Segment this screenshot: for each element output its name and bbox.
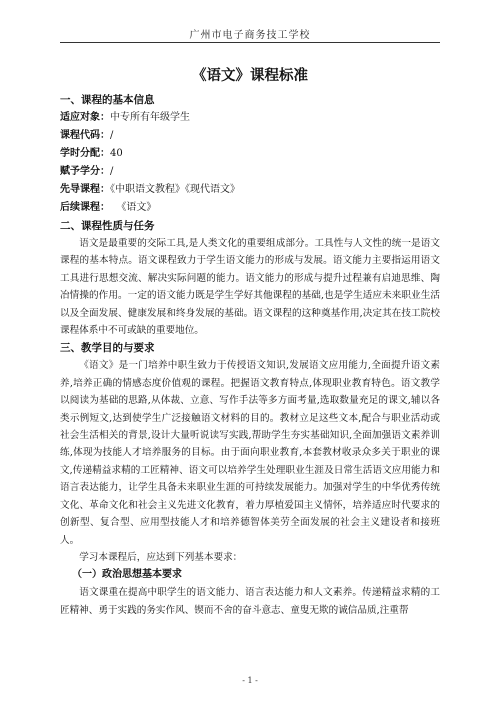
field-label: 先导课程： bbox=[60, 184, 110, 195]
section-heading-basic-info: 一、课程的基本信息 bbox=[60, 94, 155, 106]
paragraph-requirements-intro: 学习本课程后，应达到下列基本要求： bbox=[79, 551, 243, 563]
document-body bbox=[60, 60, 440, 619]
field-label: 学时分配： bbox=[60, 148, 110, 159]
field-label: 课程代码： bbox=[60, 130, 110, 141]
field-value: 《中职语文教程》《现代语文》 bbox=[110, 184, 240, 195]
header-divider bbox=[60, 42, 440, 43]
field-value: / bbox=[110, 130, 114, 141]
field-value: 《语文》 bbox=[110, 202, 157, 213]
paragraph-nature: 语文是最重要的交际工具,是人类文化的重要组成部分。工具性与人文性的统一是语文课程的基本特点。语文课程致力于学生语文能力的形成与发展。语文能力主要指运用语文工具进行思想交流、解决实际问题的能力。语文能力的形成与提升过程兼有启迪思维、陶冶情操的作用。一定的语文能力既是学生学好其他课程的基础,也是学生适应未来职业生活以及全面发展、健康发展和终身发展的基础。语文课程的这种奠基作用,决定其在技工院校课程体系中不可或缺的重要地位。 bbox=[60, 238, 440, 337]
field-label: 适应对象： bbox=[60, 112, 110, 123]
field-credits bbox=[60, 163, 440, 181]
subsection-heading-political: （一）政治思想基本要求 bbox=[72, 569, 182, 581]
section-heading-goals: 三、教学目的与要求 bbox=[60, 342, 155, 355]
field-target bbox=[60, 109, 440, 127]
field-label: 后续课程： bbox=[60, 202, 110, 213]
field-value: / bbox=[110, 166, 114, 177]
field-label: 赋予学分： bbox=[60, 166, 110, 177]
field-prerequisite bbox=[60, 181, 440, 199]
field-follow-up bbox=[60, 199, 440, 217]
basic-info-fields bbox=[60, 109, 440, 217]
page-header: 广州市电子商务技工学校 bbox=[189, 30, 311, 41]
paragraph-goals: 《语文》是一门培养中职生致力于传授语文知识,发展语文应用能力,全面提升语文素养,培养正确的情感态度价值观的课程。把握语文教育特点,体现职业教育特色。语文教学以阅读为基础的思路,从体裁、立意、写作手法等多方面考量,选取数量充足的课文,辅以各类示例短文,达到使学生广泛接触语文材料的目的。教材立足这些文本,配合与职业活动或社会生活相关的背景,设计大量听说读写实践,帮助学生夯实基础知识,全面加强语文素养训练,体现为技能人才培养服务的目标。由于面向职业教育,本套教材收录众多关于职业的课文,传递精益求精的工匠精神、语文可以培养学生处理职业生涯及日常生活语文应用能力和语言表达能力，让学生具备未来职业生涯的可持续发展能力。加强对学生的中华优秀传统文化、革命文化和社会主义先进文化教育，着力厚植爱国主义情怀，培养适应时代要求的创新型、复合型、应用型技能人才和培养德智体美劳全面发展的社会主义建设者和接班人。 bbox=[60, 360, 440, 546]
field-course-code bbox=[60, 127, 440, 145]
page-number: - 1 - bbox=[242, 676, 258, 685]
paragraph-political: 语文课重在提高中职学生的语文能力、语言表达能力和人文素养。传递精益求精的工匠精神、勇于实践的务实作风、锲而不舍的奋斗意志、童叟无欺的诚信品质,注重帮 bbox=[60, 587, 440, 616]
document-title: 《语文》课程标准 bbox=[192, 67, 308, 84]
field-hours bbox=[60, 145, 440, 163]
field-value: 中专所有年级学生 bbox=[110, 112, 190, 123]
section-heading-nature: 二、课程性质与任务 bbox=[60, 220, 155, 232]
field-value: 40 bbox=[110, 148, 123, 159]
